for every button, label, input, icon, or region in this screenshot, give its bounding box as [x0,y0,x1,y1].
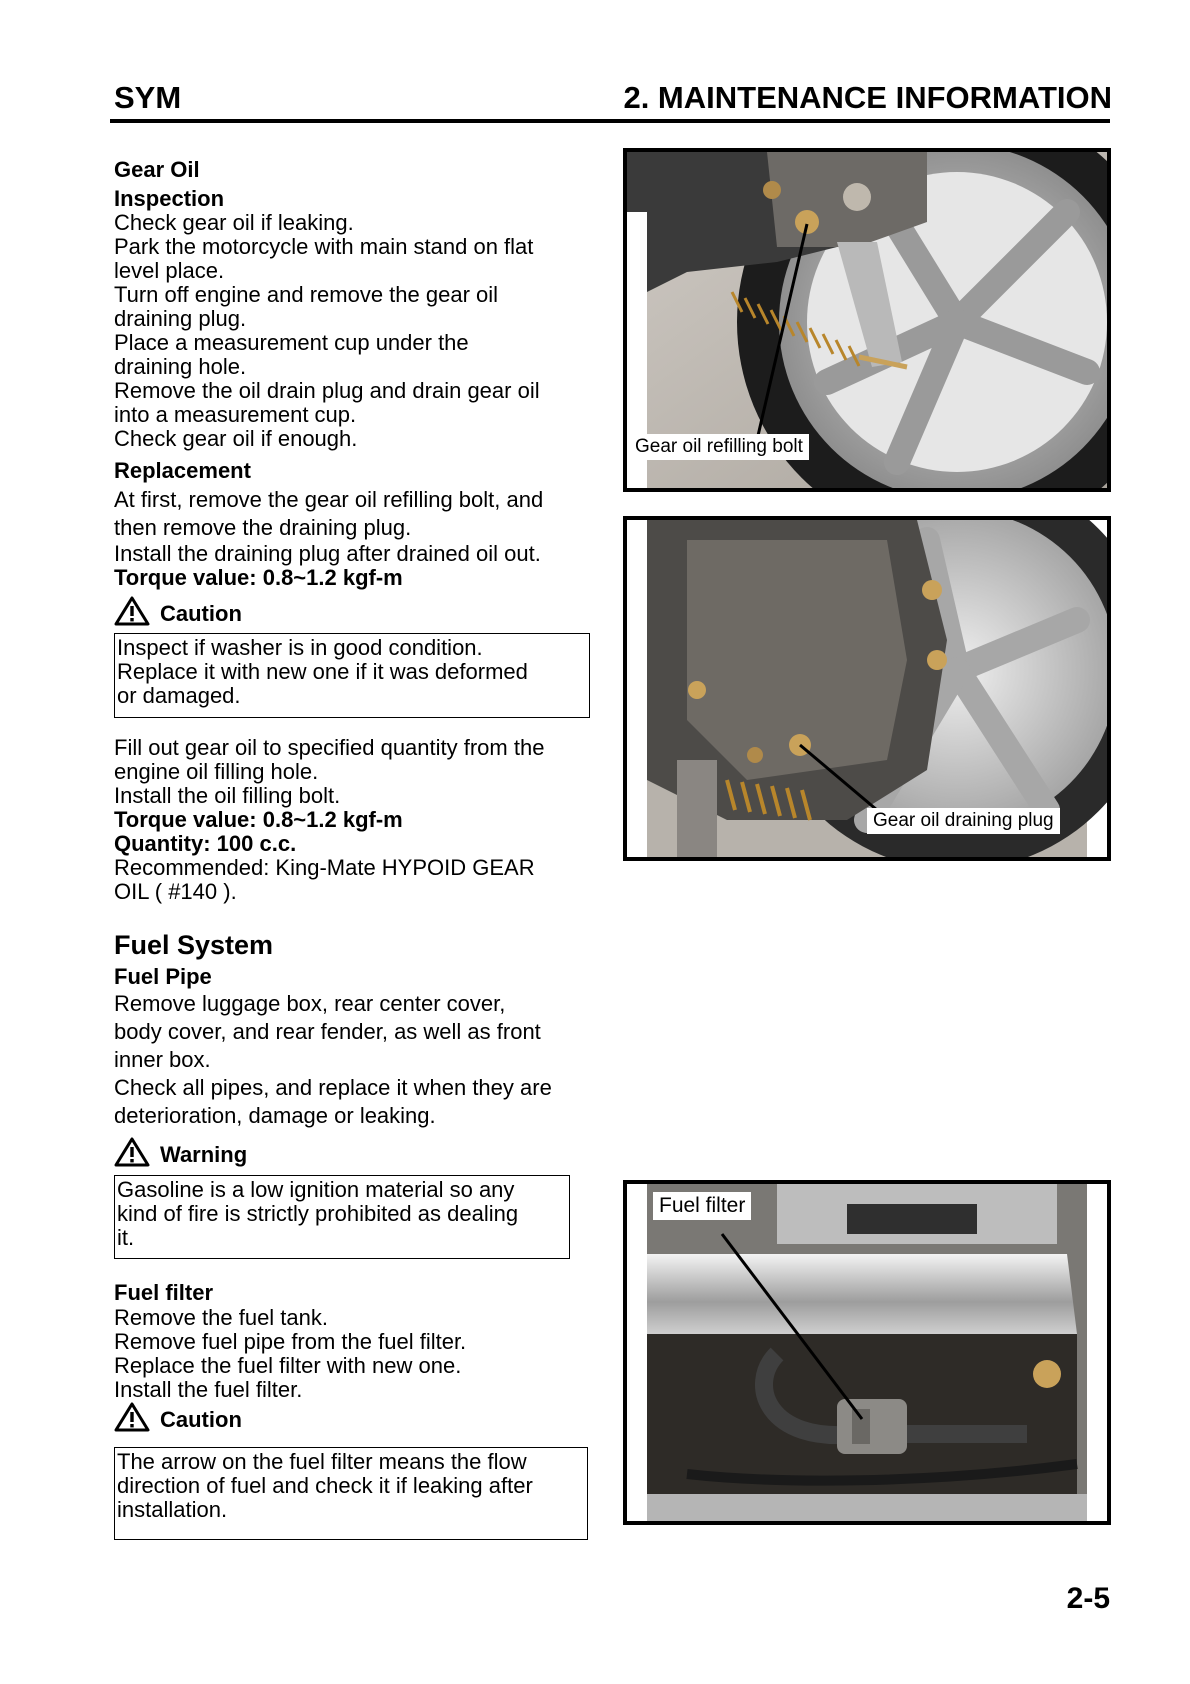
text-line: Replace the fuel filter with new one. [114,1353,462,1378]
text-line: Gasoline is a low ignition material so any [117,1177,515,1202]
warning-triangle-icon [114,1137,150,1167]
text-line: At first, remove the gear oil refilling bolt, and [114,487,544,512]
text-line: deterioration, damage or leaking. [114,1103,436,1128]
photo-illustration [627,1184,1107,1521]
text-line: Inspect if washer is in good condition. [117,635,483,660]
figure-label: Gear oil draining plug [867,808,1060,834]
inspection-text [114,211,540,451]
text-line: draining plug. [114,306,247,331]
fuel-filter-text [114,1306,466,1402]
warning-heading [114,1137,414,1171]
caution-box [114,633,590,718]
gear-oil-title: Gear Oil [114,157,200,182]
text-line: level place. [114,258,225,283]
text-line: Install the fuel filter. [114,1377,303,1402]
caution-box [114,1447,588,1540]
text-line: direction of fuel and check it if leaking after [117,1473,533,1498]
caution-label: Caution [160,601,242,626]
text-line: draining hole. [114,354,247,379]
inspection-heading: Inspection [114,186,225,211]
text-line: installation. [117,1497,228,1522]
brand-title: SYM [114,80,182,115]
text-line: it. [117,1225,135,1250]
text-line: Park the motorcycle with main stand on flat [114,234,534,259]
warning-label: Warning [160,1142,248,1167]
figure-label: Fuel filter [653,1192,751,1220]
text-line: engine oil filling hole. [114,759,319,784]
fuel-filter-heading: Fuel filter [114,1280,214,1305]
text-line: into a measurement cup. [114,402,357,427]
torque-value: Torque value: 0.8~1.2 kgf-m [114,807,403,832]
text-line: Place a measurement cup under the [114,330,469,355]
header-rule [110,119,1110,123]
text-line: or damaged. [117,683,241,708]
text-line: Remove fuel pipe from the fuel filter. [114,1329,467,1354]
replacement-text [114,486,543,542]
text-line: Replace it with new one if it was deformed [117,659,528,684]
warning-triangle-icon [114,596,150,626]
page-number: 2-5 [1066,1582,1110,1615]
text-line: Remove the fuel tank. [114,1305,329,1330]
text-line: body cover, and rear fender, as well as front [114,1019,541,1044]
fuel-pipe-text [114,990,552,1130]
text-line: The arrow on the fuel filter means the flow [117,1449,527,1474]
text-line: Recommended: King-Mate HYPOID GEAR [114,855,535,880]
text-line: Check gear oil if leaking. [114,210,354,235]
text-line: inner box. [114,1047,211,1072]
warning-box [114,1175,570,1259]
fuel-pipe-heading: Fuel Pipe [114,964,212,989]
caution-heading [114,596,414,630]
text-line: kind of fire is strictly prohibited as dealing [117,1201,519,1226]
caution-heading [114,1402,414,1436]
replacement-heading: Replacement [114,458,251,483]
text-line: Fill out gear oil to specified quantity from the [114,735,545,760]
gear-oil-refilling-bolt-photo [623,148,1111,492]
fuel-system-title: Fuel System [114,930,274,960]
fuel-filter-photo [623,1180,1111,1525]
fill-text [114,736,544,904]
photo-illustration [627,520,1107,857]
figure-label: Gear oil refilling bolt [629,434,809,460]
text-line: then remove the draining plug. [114,515,412,540]
text-line: Turn off engine and remove the gear oil [114,282,499,307]
text-line: Check gear oil if enough. [114,426,358,451]
text-line: OIL ( #140 ). [114,879,237,904]
warning-triangle-icon [114,1402,150,1432]
text-line: Install the oil filling bolt. [114,783,341,808]
gear-oil-draining-plug-photo [623,516,1111,861]
torque-value: Torque value: 0.8~1.2 kgf-m [114,565,403,590]
quantity-value: Quantity: 100 c.c. [114,831,297,856]
text-line: Check all pipes, and replace it when they are [114,1075,552,1100]
caution-label: Caution [160,1407,242,1432]
text-line: Remove luggage box, rear center cover, [114,991,506,1016]
section-title: 2. MAINTENANCE INFORMATION [623,80,1112,115]
text-line: Install the draining plug after drained oil out. [114,541,541,566]
text-line: Remove the oil drain plug and drain gear oil [114,378,540,403]
